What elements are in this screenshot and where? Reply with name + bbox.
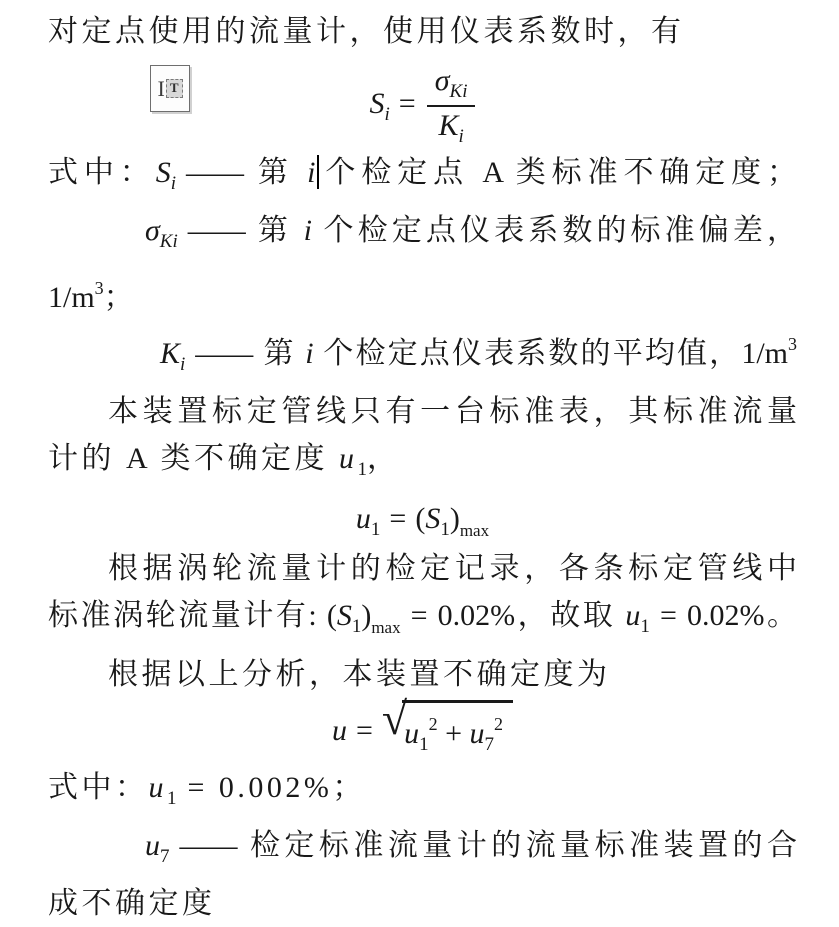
where-label: 式中：: [48, 156, 156, 189]
u-var: u: [148, 771, 167, 804]
para3-line2-pre: 标准涡轮流量计有:: [48, 599, 327, 632]
fraction-denominator: [427, 107, 476, 147]
u-sub: 1: [640, 616, 650, 637]
open-paren: (: [415, 502, 426, 535]
where-clause-2: [48, 764, 797, 822]
para2-line2-pre: 计的 A 类不确定度: [48, 442, 340, 475]
u-var: u: [404, 717, 420, 750]
close-paren: ): [361, 599, 372, 632]
para2-line1: 本装置标定管线只有一台标准表，其标准流量: [108, 395, 797, 428]
paragraph-3-line-1: [48, 545, 797, 592]
formula-u1-row: [48, 493, 797, 545]
max-subscript: max: [371, 618, 401, 637]
plus-sign: +: [437, 717, 470, 750]
unit-line: [48, 265, 797, 321]
em-dash: ——: [187, 214, 244, 247]
where1-rest: 个检定点 A 类标准不确定度；: [319, 156, 798, 189]
em-dash: ——: [179, 829, 236, 862]
paragraph-4: [48, 651, 797, 698]
k-var: K: [438, 109, 459, 142]
equals-sign: =: [355, 713, 373, 747]
intro-text: 对定点使用的流量计，使用仪表系数时，有: [48, 15, 685, 48]
sigma-rest: 个检定点仪表系数的标准偏差，: [311, 214, 798, 247]
sigma-definition: [145, 207, 797, 265]
letter-t-icon: T: [166, 79, 183, 97]
k-sub: i: [458, 126, 464, 147]
u1-sub: 1: [419, 734, 429, 755]
u-sub: 1: [357, 459, 368, 480]
fraction: [427, 65, 476, 147]
fraction-numerator: [427, 65, 476, 107]
u-var: u: [625, 599, 641, 632]
sigma-var: σ: [145, 214, 160, 247]
k-unit-base: 1/m: [741, 337, 789, 370]
paragraph-intro: [48, 8, 797, 55]
formula-u1: [355, 502, 490, 540]
where-clause-1: [48, 149, 797, 207]
k-var: K: [160, 337, 181, 370]
k-sub: i: [180, 354, 186, 375]
u7-text: 检定标准流量计的流量标准装置的合: [245, 829, 797, 862]
s-var: S: [425, 502, 441, 535]
u-sub: 1: [370, 519, 381, 540]
unit-base: 1/m: [48, 281, 95, 314]
u-var: u: [355, 502, 371, 535]
u7-sub: 7: [484, 734, 495, 755]
closing-line: [48, 880, 797, 927]
closing-text: 成不确定度: [48, 887, 216, 920]
s-sub: 1: [440, 519, 450, 540]
para4-text: 根据以上分析，本装置不确定度为: [108, 658, 611, 691]
ibeam-cursor-icon: I: [157, 75, 165, 101]
s-var: S: [336, 599, 352, 632]
equals-sign: =: [389, 502, 407, 535]
sigma-pre: 第: [253, 214, 304, 247]
formula-u: [331, 693, 513, 761]
sigma-sub: Ki: [449, 81, 468, 103]
radicand: [402, 700, 513, 761]
para3-line1: 根据涡轮流量计的检定记录，各条标定管线中: [108, 552, 797, 585]
unit-tail: ；: [103, 281, 134, 314]
para3-value-2: = 0.02%。: [649, 599, 797, 632]
para2-tail: ，: [367, 442, 401, 475]
formula-si: [370, 65, 476, 147]
text-caret: [317, 155, 319, 189]
formula-si-row: [48, 63, 797, 149]
close-paren: ): [449, 502, 460, 535]
open-paren: (: [326, 599, 337, 632]
para3-mid: 故取: [550, 599, 626, 632]
paragraph-2-line-1: [48, 388, 797, 435]
sigma-var: σ: [434, 64, 450, 98]
para3-value-1: = 0.02%，: [400, 599, 551, 632]
u-var: u: [469, 717, 485, 750]
u7-sub: 7: [160, 846, 170, 867]
u-var: u: [339, 442, 358, 475]
where-label: 式中：: [48, 771, 149, 804]
paragraph-3-line-2: [48, 592, 797, 651]
formula-si-lhs: S: [369, 86, 385, 120]
k-pre: 第: [261, 337, 306, 370]
index-i: i: [307, 156, 316, 189]
text-object-placeholder-icon[interactable]: [150, 65, 190, 112]
paragraph-2-line-2: [48, 435, 797, 493]
square-exponent: 2: [494, 714, 504, 734]
u-var: u: [331, 713, 347, 747]
equals-sign: =: [398, 86, 416, 120]
s-var: S: [155, 156, 171, 189]
s-sub: 1: [351, 616, 362, 637]
u-var: u: [145, 829, 160, 862]
em-dash: ——: [195, 337, 252, 370]
em-dash: ——: [185, 156, 242, 189]
index-i: i: [305, 337, 314, 370]
u7-definition: [145, 822, 797, 880]
s-sub: i: [170, 173, 176, 194]
formula-u-row: [48, 693, 797, 764]
square-exponent: 2: [428, 714, 438, 734]
sigma-sub: Ki: [159, 231, 178, 252]
k-unit-exponent: 3: [788, 334, 798, 354]
formula-si-lhs-sub: i: [384, 103, 390, 125]
unit-exponent: 3: [94, 278, 104, 298]
k-definition: [160, 321, 797, 388]
where1-pre: 第: [251, 156, 308, 189]
k-rest: 个检定点仪表系数的平均值，: [313, 337, 742, 370]
index-i: i: [303, 214, 312, 247]
max-subscript: max: [459, 521, 490, 540]
where2-value: = 0.002%；: [176, 771, 366, 804]
radical-sign-icon: √: [381, 693, 408, 744]
u-sub: 1: [167, 788, 177, 809]
square-root: [381, 693, 513, 761]
